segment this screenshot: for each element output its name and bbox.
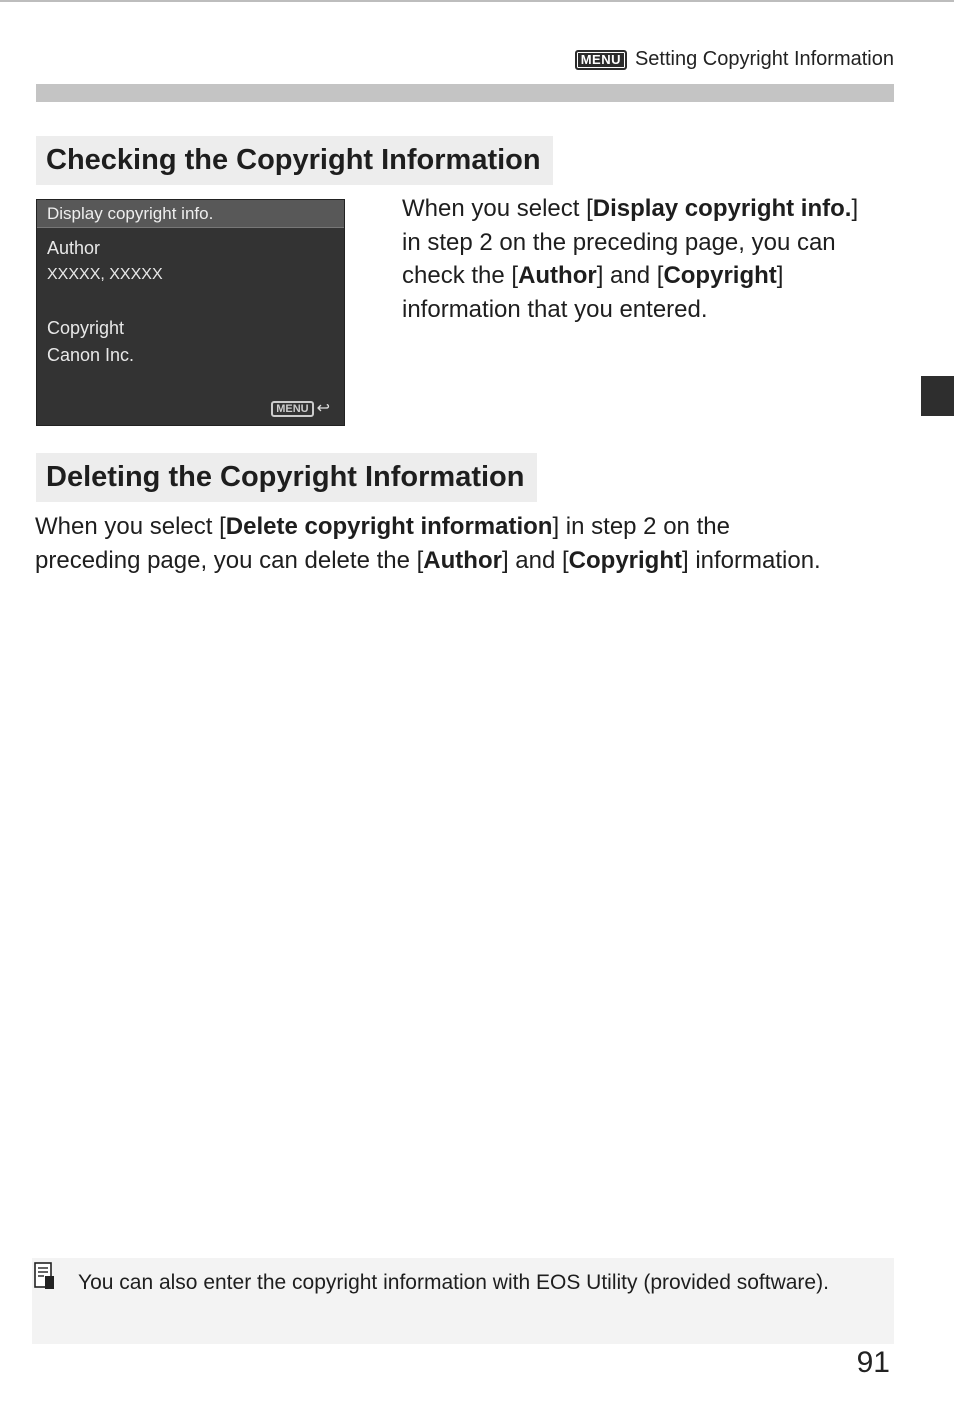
menu-badge-icon: MENU <box>575 50 627 70</box>
body-text: When you select [ <box>402 195 593 222</box>
body-text: ] information that you entered. <box>402 262 784 323</box>
section-heading-checking: Checking the Copyright Information <box>36 136 553 185</box>
screen-menu-return <box>271 401 330 417</box>
screen-author-value: XXXXX, XXXXX <box>47 266 163 283</box>
screen-author-label: Author <box>47 238 101 258</box>
screen-title: Display copyright info. <box>37 200 344 228</box>
body-text: ] information. <box>682 546 821 574</box>
chapter-tab-marker <box>921 376 954 416</box>
body-bold: Author <box>423 546 502 574</box>
note-icon <box>34 1262 56 1290</box>
top-border <box>0 0 954 2</box>
section-heading-deleting: Deleting the Copyright Information <box>36 453 537 502</box>
body-text: ] and [ <box>501 546 569 574</box>
body-text: ] in step 2 on the preceding page, you can check the [ <box>402 195 859 289</box>
screen-menu-badge-icon: MENU <box>271 401 313 417</box>
header-rule <box>36 84 894 102</box>
body-bold: Author <box>518 262 597 289</box>
page-header <box>575 48 894 71</box>
section2-body <box>35 510 835 577</box>
screen-copyright-label: Copyright <box>47 318 125 338</box>
body-bold: Copyright <box>663 262 777 289</box>
screen-copyright-value: Canon Inc. <box>47 345 135 365</box>
return-icon: ↩ <box>316 400 330 417</box>
body-bold: Copyright <box>568 546 682 574</box>
body-bold: Delete copyright information <box>225 513 553 540</box>
camera-screen-image <box>36 199 345 426</box>
section1-body <box>402 192 880 326</box>
body-text: When you select [ <box>35 513 226 540</box>
body-text: ] and [ <box>596 262 664 289</box>
note-text: You can also enter the copyright information with EOS Utility (provided software). <box>78 1271 829 1294</box>
header-title: Setting Copyright Information <box>634 48 894 70</box>
page-number: 91 <box>856 1346 890 1379</box>
body-bold: Display copyright info. <box>592 195 852 222</box>
body-text: ] in step 2 on the preceding page, you can delete the [ <box>35 513 730 574</box>
